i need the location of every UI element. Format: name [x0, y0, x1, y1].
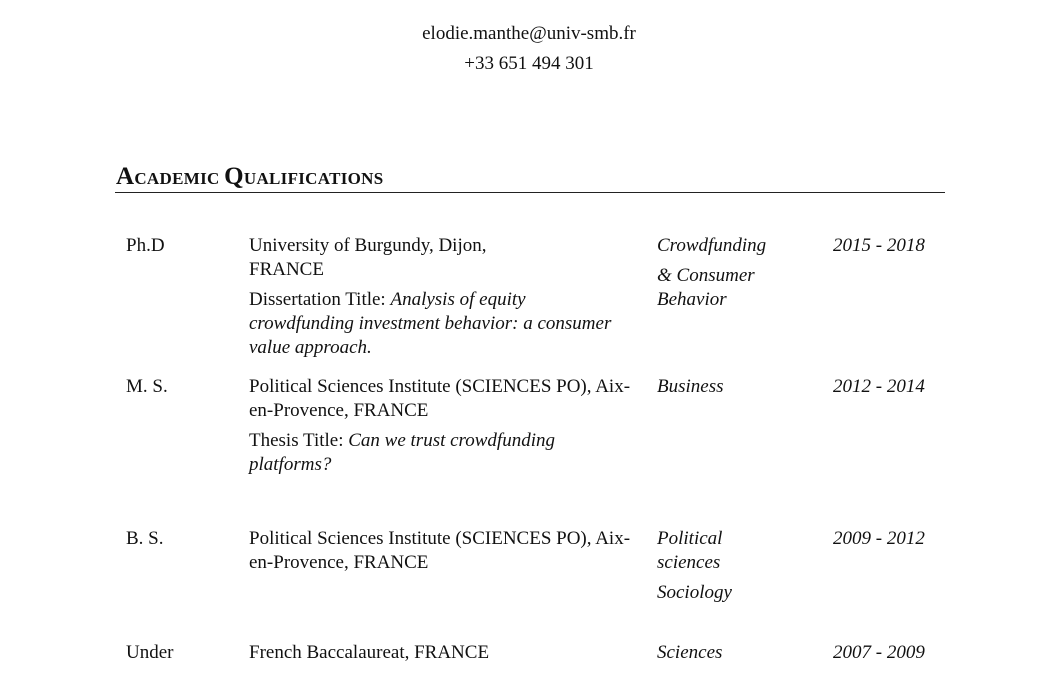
thesis-line: [249, 429, 634, 477]
thesis-label: Thesis Title:: [249, 430, 349, 451]
institution-block: [249, 375, 634, 477]
section-divider: [115, 192, 945, 193]
section-title-part-1: CADEMIC: [134, 169, 225, 188]
institution-name: French Baccalaureat, FRANCE: [249, 642, 490, 663]
institution-name-line1: University of Burgundy, Dijon,: [249, 235, 487, 256]
field-line2: & Consumer: [657, 265, 755, 286]
field-line1: Business: [657, 376, 724, 397]
years-range: 2015 - 2018: [833, 235, 925, 256]
institution-name: Political Sciences Institute (SCIENCES PO), Aix-en-Provence, FRANCE: [249, 376, 631, 421]
degree-label: B. S.: [126, 528, 164, 549]
section-title-academic-qualifications: [116, 163, 383, 193]
section-title-initial-q: Q: [224, 163, 244, 190]
institution-block: [249, 234, 634, 360]
field-line3: Sociology: [657, 582, 732, 603]
degree-label: Ph.D: [126, 235, 165, 256]
years-range: 2009 - 2012: [833, 528, 925, 549]
field-of-study: [657, 527, 807, 605]
contact-phone: +33 651 494 301: [464, 53, 594, 74]
field-of-study: [657, 234, 807, 312]
field-of-study: [657, 375, 807, 399]
field-line1: Political: [657, 528, 723, 549]
degree-label: M. S.: [126, 376, 168, 397]
section-title-part-2: UALIFICATIONS: [243, 169, 384, 188]
thesis-title: Analysis of equity crowdfunding investment behavior: a consumer value approach.: [249, 289, 612, 358]
degree-label: Under: [126, 642, 174, 663]
section-title-initial-a: A: [116, 163, 135, 190]
institution-name-line2: FRANCE: [249, 259, 324, 280]
institution-name: Political Sciences Institute (SCIENCES PO), Aix-en-Provence, FRANCE: [249, 528, 631, 573]
years-range: 2007 - 2009: [833, 642, 925, 663]
thesis-label: Dissertation Title:: [249, 289, 391, 310]
contact-email: elodie.manthe@univ-smb.fr: [422, 23, 636, 44]
field-of-study: [657, 641, 807, 665]
field-line1: Sciences: [657, 642, 723, 663]
thesis-title: Can we trust crowdfunding platforms?: [249, 430, 555, 475]
field-line1: Crowdfunding: [657, 235, 767, 256]
institution-block: [249, 641, 634, 665]
field-line3: Behavior: [657, 289, 727, 310]
years-range: 2012 - 2014: [833, 376, 925, 397]
institution-block: [249, 527, 634, 575]
thesis-line: [249, 288, 634, 360]
field-line2: sciences: [657, 552, 721, 573]
